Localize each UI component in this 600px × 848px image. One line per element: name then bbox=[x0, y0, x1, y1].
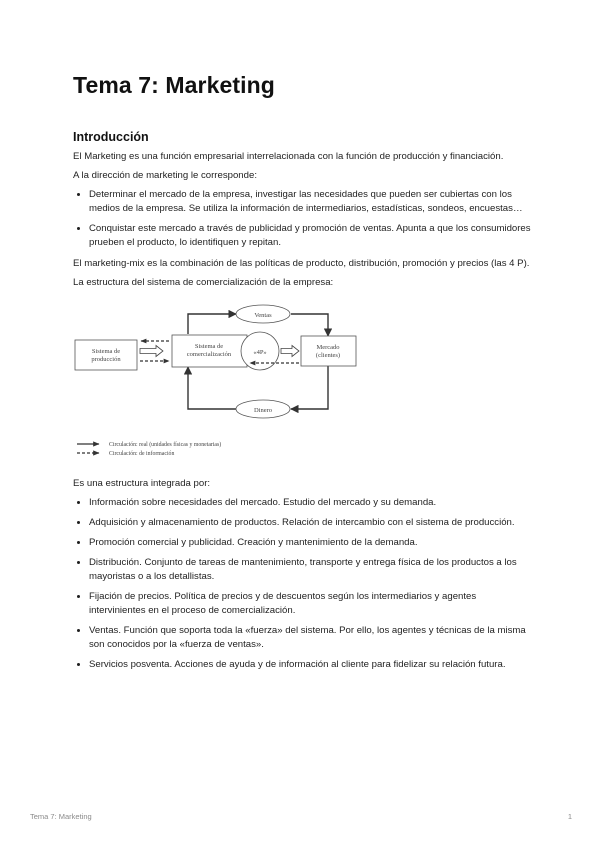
list-item: • Conquistar este mercado a través de publicidad y promoción de ventas. Apunta a que los consumidores prueben el producto, lo identifiquen y repitan. bbox=[89, 222, 533, 250]
list-item: • Determinar el mercado de la empresa, investigar las necesidades que pueden ser cubiertas con los medios de la empresa. Se utiliza la información de intermediarios, estadísticas, sondeos, encuestas… bbox=[89, 188, 533, 216]
footer-title: Tema 7: Marketing bbox=[30, 812, 92, 821]
production-system-box bbox=[75, 340, 137, 370]
page-content bbox=[73, 72, 533, 679]
list-item: • Servicios posventa. Acciones de ayuda y de información al cliente para fidelizar su relación futura. bbox=[89, 658, 533, 672]
svg-text:Circulación: real (unidades fí: Circulación: real (unidades físicas y monetarias) bbox=[109, 442, 222, 448]
sales-label: Ventas bbox=[254, 312, 272, 319]
svg-text:Sistema de: Sistema de bbox=[194, 343, 224, 350]
money-ellipse bbox=[236, 400, 290, 418]
sales-ellipse bbox=[236, 305, 290, 323]
svg-text:«4P»: «4P» bbox=[253, 349, 267, 356]
marketing-direction-paragraph: A la dirección de marketing le corresponde: bbox=[73, 170, 257, 181]
list-item: • Fijación de precios. Política de precios y de descuentos según los intermediarios y agentes intervinientes en el proceso de comercialización. bbox=[89, 590, 533, 618]
commercialization-system-box bbox=[172, 335, 247, 367]
market-box bbox=[301, 336, 356, 366]
four-p-circle bbox=[241, 332, 279, 370]
flow-arrow-production-to-commercialization bbox=[140, 346, 163, 357]
list-item: • Información sobre necesidades del mercado. Estudio del mercado y su demanda. bbox=[89, 496, 533, 510]
svg-text:Mercado: Mercado bbox=[316, 344, 340, 351]
structure-intro-paragraph: La estructura del sistema de comercialización de la empresa: bbox=[73, 277, 334, 288]
legend-real-flow bbox=[77, 441, 221, 448]
section-heading: Introducción bbox=[73, 130, 149, 144]
flow-arrow-4p-to-market bbox=[281, 346, 299, 357]
page-footer bbox=[30, 812, 572, 821]
svg-text:producción: producción bbox=[91, 356, 121, 363]
svg-text:Circulación: de información: Circulación: de información bbox=[109, 451, 175, 457]
list-item: • Promoción comercial y publicidad. Creación y mantenimiento de la demanda. bbox=[89, 536, 533, 550]
page-number: 1 bbox=[567, 812, 572, 821]
page-title: Tema 7: Marketing bbox=[73, 72, 275, 98]
commercialization-diagram bbox=[73, 298, 533, 467]
list-item: • Adquisición y almacenamiento de productos. Relación de intercambio con el sistema de producción. bbox=[89, 516, 533, 530]
structure-components-list bbox=[73, 496, 533, 672]
svg-text:(clientes): (clientes) bbox=[315, 352, 341, 359]
direction-list bbox=[73, 188, 533, 250]
list-item: • Ventas. Función que soporta toda la «fuerza» del sistema. Por ello, los agentes y técnicas de la misma son conocidos por la «fuerza de ventas». bbox=[89, 624, 533, 652]
intro-paragraph: El Marketing es una función empresarial interrelacionada con la función de producción y financiación. bbox=[73, 151, 504, 162]
svg-text:Sistema de: Sistema de bbox=[91, 348, 121, 355]
marketing-mix-paragraph: El marketing-mix es la combinación de las políticas de producto, distribución, promoción y precios (las 4 P). bbox=[73, 258, 530, 269]
legend-information-flow bbox=[77, 450, 174, 457]
svg-text:comercialización: comercialización bbox=[186, 351, 232, 358]
money-label: Dinero bbox=[253, 407, 273, 414]
list-item: • Distribución. Conjunto de tareas de mantenimiento, transporte y entrega física de los productos a los mayoristas o a los detallistas. bbox=[89, 556, 533, 584]
structure-components-intro: Es una estructura integrada por: bbox=[73, 478, 211, 489]
